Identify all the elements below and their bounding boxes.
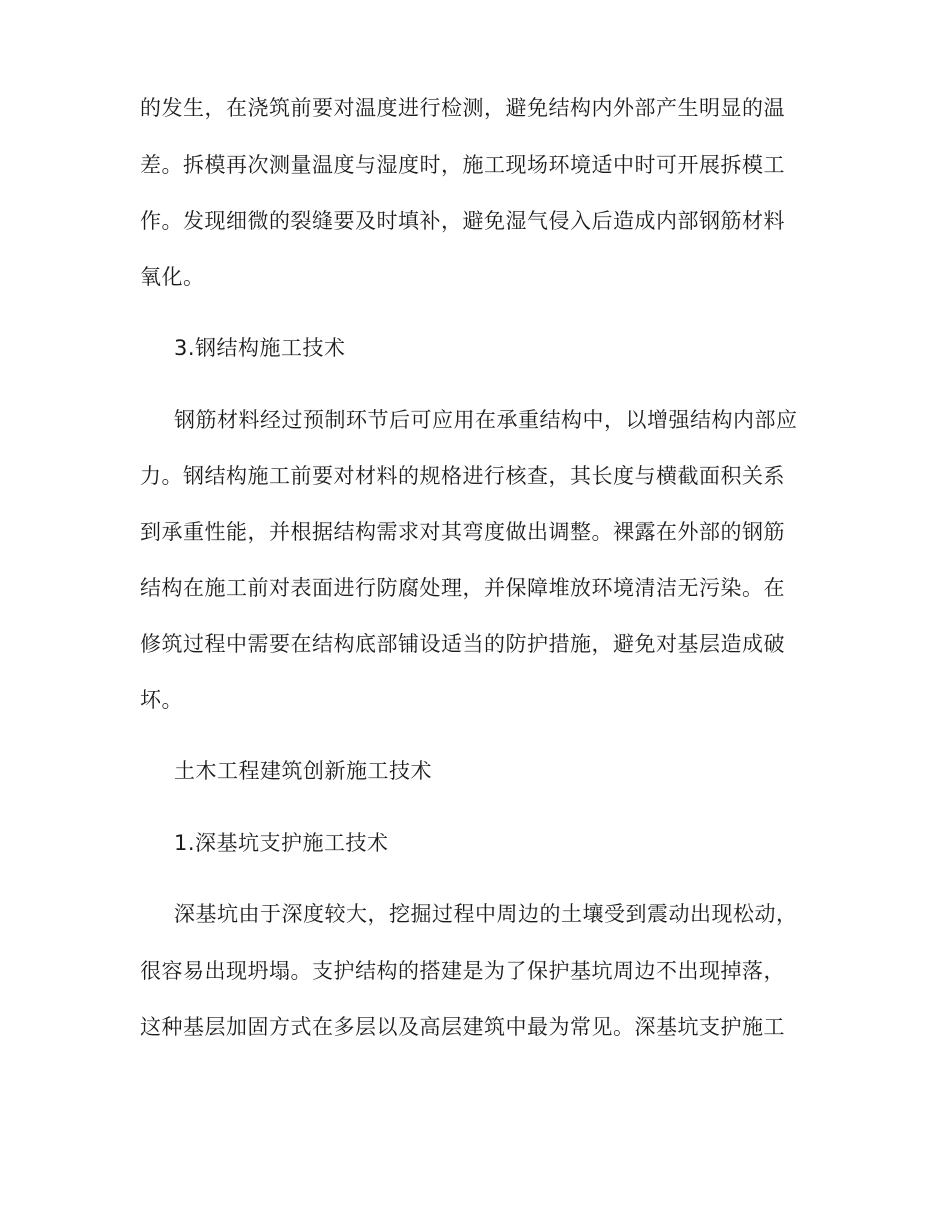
paragraph-line: 的发生，在浇筑前要对温度进行检测，避免结构内外部产生明显的温 bbox=[140, 96, 785, 120]
paragraph-line: 差。拆模再次测量温度与湿度时，施工现场环境适中时可开展拆模工 bbox=[140, 153, 785, 177]
paragraph-line: 到承重性能，并根据结构需求对其弯度做出调整。裸露在外部的钢筋 bbox=[140, 520, 785, 544]
paragraph-line: 钢筋材料经过预制环节后可应用在承重结构中，以增强结构内部应 bbox=[174, 408, 798, 432]
paragraph-line: 结构在施工前对表面进行防腐处理，并保障堆放环境清洁无污染。在 bbox=[140, 576, 785, 600]
paragraph-line: 这种基层加固方式在多层以及高层建筑中最为常见。深基坑支护施工 bbox=[140, 1015, 785, 1039]
paragraph-line: 深基坑由于深度较大，挖掘过程中周边的土壤受到震动出现松动， bbox=[174, 902, 798, 926]
section-heading-innovation: 土木工程建筑创新施工技术 bbox=[174, 759, 432, 783]
paragraph-line: 作。发现细微的裂缝要及时填补，避免湿气侵入后造成内部钢筋材料 bbox=[140, 209, 785, 233]
section-heading-deep-foundation: 1.深基坑支护施工技术 bbox=[174, 831, 389, 855]
paragraph-line: 很容易出现坍塌。支护结构的搭建是为了保护基坑周边不出现掉落， bbox=[140, 959, 785, 983]
paragraph-line: 力。钢结构施工前要对材料的规格进行核查，其长度与横截面积关系 bbox=[140, 464, 785, 488]
paragraph-line: 氧化。 bbox=[140, 265, 205, 289]
paragraph-line: 修筑过程中需要在结构底部铺设适当的防护措施，避免对基层造成破 bbox=[140, 632, 785, 656]
section-heading-steel-structure: 3.钢结构施工技术 bbox=[174, 336, 346, 360]
paragraph-line: 坏。 bbox=[140, 688, 183, 712]
